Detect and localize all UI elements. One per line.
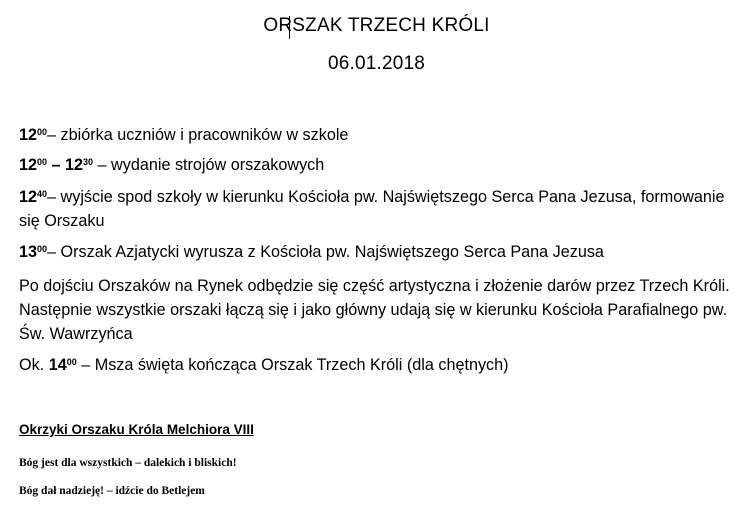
mass-time-minutes: 00 (66, 357, 77, 367)
mass-text: – Msza święta kończąca Orszak Trzech Króli (dla chętnych) (76, 356, 509, 374)
document-date: 06.01.2018 (327, 53, 426, 74)
schedule-item-4 (19, 240, 734, 264)
schedule-time-separator: – (47, 156, 66, 174)
mass-prefix: Ok. (19, 356, 49, 374)
schedule-text: – zbiórka uczniów i pracowników w szkole (47, 126, 349, 144)
mass-time: 14 (48, 356, 67, 374)
schedule-time-end: 12 (65, 156, 84, 174)
schedule-time-minutes: 40 (37, 189, 48, 199)
mass-item (19, 353, 734, 377)
schedule-time-minutes: 00 (37, 157, 48, 167)
shout-line: Bóg dał nadzieję! – idźcie do Betlejem (19, 485, 205, 497)
schedule-time: 13 (19, 243, 38, 261)
schedule-item-2 (19, 153, 734, 177)
schedule-item-1 (19, 123, 734, 147)
schedule-time: 12 (19, 126, 38, 144)
schedule-text: – wydanie strojów orszakowych (93, 156, 325, 174)
schedule-text: – Orszak Azjatycki wyrusza z Kościoła pw. Najświętszego Serca Pana Jezusa (47, 243, 604, 261)
schedule-text: – wyjście spod szkoły w kierunku Kościoła pw. Najświętszego Serca Pana Jezusa, formowanie się Orszaku (19, 188, 725, 230)
info-paragraph: Po dojściu Orszaków na Rynek odbędzie się część artystyczna i złożenie darów przez Trzech Króli. Następnie wszystkie orszaki łączą się i jako główny udają się w kierunku Kościoła Parafialnego pw. Św. Wawrzyńca (19, 277, 730, 343)
schedule-time-minutes: 00 (37, 127, 48, 137)
shout-line: Bóg jest dla wszystkich – dalekich i bliskich! (19, 457, 237, 469)
schedule-time-end-minutes: 30 (83, 157, 94, 167)
shouts-heading: Okrzyki Orszaku Króla Melchiora VIII (19, 422, 254, 437)
schedule-time-minutes: 00 (37, 244, 48, 254)
schedule-time: 12 (19, 156, 38, 174)
document-title: ORSZAK TRZECH KRÓLI (263, 15, 490, 36)
schedule-item-3 (19, 185, 734, 233)
schedule-time: 12 (19, 188, 38, 206)
